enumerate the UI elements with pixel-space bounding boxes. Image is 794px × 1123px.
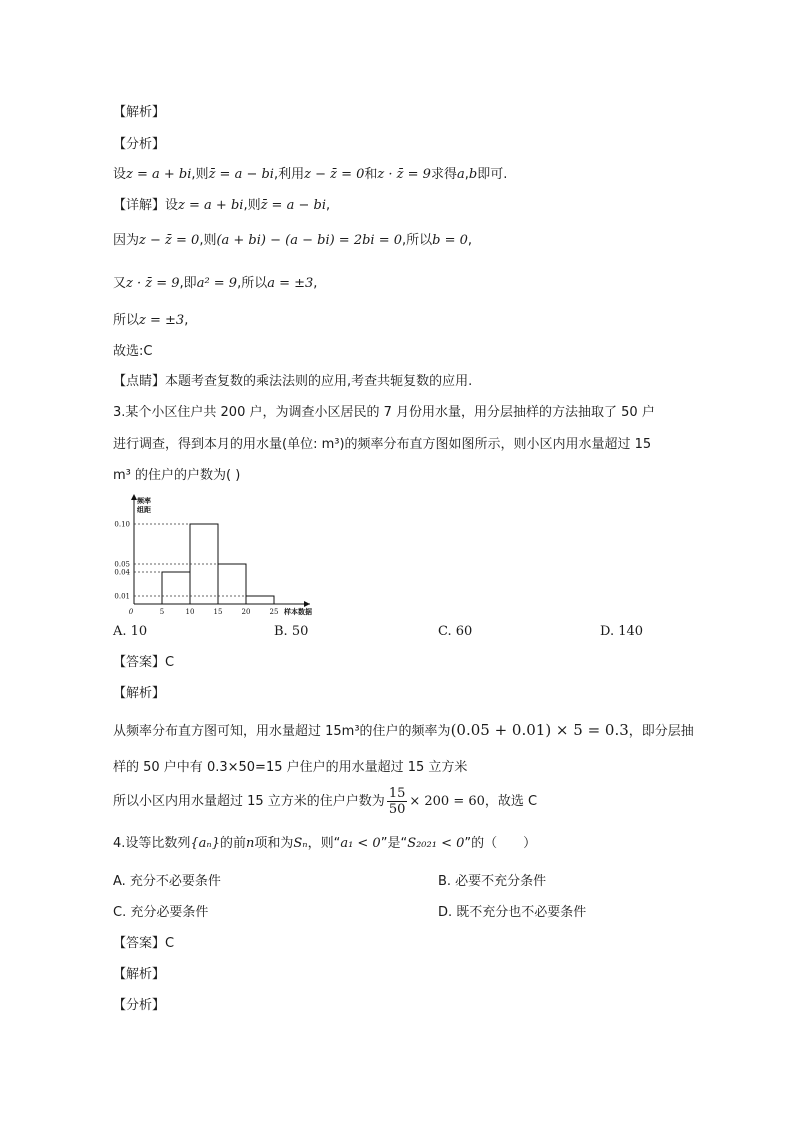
text: , bbox=[313, 276, 318, 291]
text: 所以小区内用水量超过 15 立方米的住户户数为 bbox=[113, 794, 385, 809]
x-tick-label: 25 bbox=[269, 608, 279, 616]
text: 项和为 bbox=[254, 836, 294, 851]
histogram-chart bbox=[110, 490, 330, 620]
text: ,所以 bbox=[402, 233, 433, 248]
q3-option-d: D. 140 bbox=[600, 624, 644, 639]
math: z̄ = a − bi bbox=[260, 198, 326, 213]
choose-line: 故选:C bbox=[113, 344, 153, 359]
math: z − z̄ = 0 bbox=[139, 233, 200, 248]
text: ，则“ bbox=[307, 836, 341, 851]
text: 设 bbox=[113, 167, 127, 182]
math: z − z̄ = 0 bbox=[304, 167, 365, 182]
text: ,利用 bbox=[273, 167, 305, 182]
math: (0.05 + 0.01) × 5 = 0.3 bbox=[450, 721, 629, 739]
text: 又 bbox=[113, 276, 127, 291]
detail-line-3 bbox=[113, 275, 317, 293]
text: 从频率分布直方图可知，用水量超过 15m³的住户的频率为 bbox=[113, 724, 451, 739]
fraction-numerator: 15 bbox=[388, 786, 406, 801]
y-tick-label: 0.04 bbox=[114, 568, 130, 577]
text: 和 bbox=[364, 167, 378, 182]
math: z = a + bi bbox=[126, 167, 192, 182]
text: ,则 bbox=[243, 198, 261, 213]
y-tick-label: 0.10 bbox=[114, 520, 130, 529]
math: z̄ = a − bi bbox=[208, 167, 274, 182]
x-axis-label: 样本数据 bbox=[284, 607, 312, 616]
text: ”的（ ） bbox=[464, 836, 537, 851]
math: a = ±3 bbox=[267, 276, 314, 291]
section-heading-fenxi: 【分析】 bbox=[113, 137, 166, 152]
comment-line bbox=[113, 373, 472, 391]
q3-solution-line-1 bbox=[113, 721, 694, 741]
text: 的前 bbox=[219, 836, 246, 851]
math: {aₙ} bbox=[190, 836, 220, 851]
text: 设 bbox=[165, 198, 179, 213]
q3-solution-line-2: 样的 50 户中有 0.3×50=15 户住户的用水量超过 15 立方米 bbox=[113, 760, 468, 775]
text: , bbox=[464, 167, 469, 182]
y-axis-label: 频率 bbox=[137, 496, 151, 505]
text: 即可. bbox=[477, 167, 508, 182]
math: z · z̄ = 9 bbox=[126, 276, 180, 291]
detail-line-1 bbox=[113, 197, 330, 215]
text: 所以 bbox=[113, 313, 140, 328]
text: , bbox=[325, 198, 331, 213]
text: ，即分层抽 bbox=[628, 724, 694, 739]
y-axis-label: 组距 bbox=[137, 505, 151, 514]
text: 求得 bbox=[430, 167, 457, 182]
text: 因为 bbox=[113, 233, 140, 248]
math: n bbox=[245, 836, 255, 851]
math: z · z̄ = 9 bbox=[377, 167, 431, 182]
q4-option-b: B. 必要不充分条件 bbox=[438, 874, 547, 889]
q3-stem-line-3: m³ 的住户的户数为( ) bbox=[113, 468, 241, 483]
math: a₁ < 0 bbox=[340, 836, 381, 851]
y-tick-label: 0.05 bbox=[114, 560, 130, 569]
math: Sₙ bbox=[293, 836, 308, 851]
math: b bbox=[468, 167, 478, 182]
q3-option-a: A. 10 bbox=[113, 624, 148, 639]
text: ，故选 C bbox=[484, 794, 538, 809]
section-heading-answer: 【答案】 bbox=[113, 936, 166, 951]
text: 4.设等比数列 bbox=[113, 836, 191, 851]
math: z = ±3 bbox=[139, 313, 185, 328]
q3-option-c: C. 60 bbox=[438, 624, 473, 639]
math: a bbox=[456, 167, 465, 182]
x-tick-label: 15 bbox=[213, 608, 223, 616]
text: ,所以 bbox=[237, 276, 268, 291]
text: 本题考查复数的乘法法则的应用,考查共轭复数的应用. bbox=[165, 374, 473, 389]
fraction bbox=[387, 786, 408, 817]
histogram-bar bbox=[246, 596, 274, 604]
math: × 200 = 60 bbox=[409, 794, 485, 809]
section-heading-jiexi: 【解析】 bbox=[113, 105, 166, 120]
math: a² = 9 bbox=[196, 276, 238, 291]
text: ”是“ bbox=[380, 836, 408, 851]
x-tick-label: 5 bbox=[159, 608, 165, 616]
x-tick-label: 20 bbox=[241, 608, 251, 616]
q3-solution-line-3 bbox=[113, 785, 537, 819]
text: , bbox=[467, 233, 473, 248]
math: z = a + bi bbox=[178, 198, 244, 213]
q4-fenxi: 【分析】 bbox=[113, 998, 166, 1013]
math: S₂₀₂₁ < 0 bbox=[407, 836, 465, 851]
answer-value: C bbox=[165, 655, 175, 670]
text: ,则 bbox=[191, 167, 209, 182]
y-tick-label: 0.01 bbox=[114, 592, 130, 601]
q4-answer bbox=[113, 935, 174, 953]
q4-stem bbox=[113, 835, 536, 853]
text: ,即 bbox=[179, 276, 197, 291]
histogram-bar bbox=[218, 564, 246, 604]
q4-jiexi: 【解析】 bbox=[113, 967, 166, 982]
q4-option-c: C. 充分必要条件 bbox=[113, 905, 209, 920]
q4-option-d: D. 既不充分也不必要条件 bbox=[438, 905, 587, 920]
analysis-line bbox=[113, 166, 507, 184]
text: , bbox=[184, 313, 189, 328]
q3-stem-line-1: 3.某个小区住户共 200 户，为调查小区居民的 7 月份用水量，用分层抽样的方法抽取了 50 户 bbox=[113, 405, 655, 420]
histogram-bar bbox=[162, 572, 190, 604]
section-heading-dianjing: 【点睛】 bbox=[113, 374, 166, 389]
fraction-denominator: 50 bbox=[388, 802, 406, 817]
answer-value: C bbox=[165, 936, 175, 951]
q4-option-a: A. 充分不必要条件 bbox=[113, 874, 221, 889]
detail-line-4 bbox=[113, 312, 188, 330]
section-heading-answer: 【答案】 bbox=[113, 655, 166, 670]
q3-option-b: B. 50 bbox=[274, 624, 309, 639]
detail-line-2 bbox=[113, 232, 472, 250]
x-tick-label: 0 bbox=[128, 608, 134, 616]
math: b = 0 bbox=[432, 233, 468, 248]
math: (a + bi) − (a − bi) = 2bi = 0 bbox=[216, 233, 403, 248]
q3-stem-line-2: 进行调查，得到本月的用水量(单位: m³)的频率分布直方图如图所示，则小区内用水量超过 15 bbox=[113, 437, 652, 452]
q3-answer bbox=[113, 654, 174, 672]
q3-jiexi: 【解析】 bbox=[113, 686, 166, 701]
x-tick-label: 10 bbox=[185, 608, 195, 616]
text: ,则 bbox=[199, 233, 217, 248]
section-heading-xiangjie: 【详解】 bbox=[113, 198, 166, 213]
